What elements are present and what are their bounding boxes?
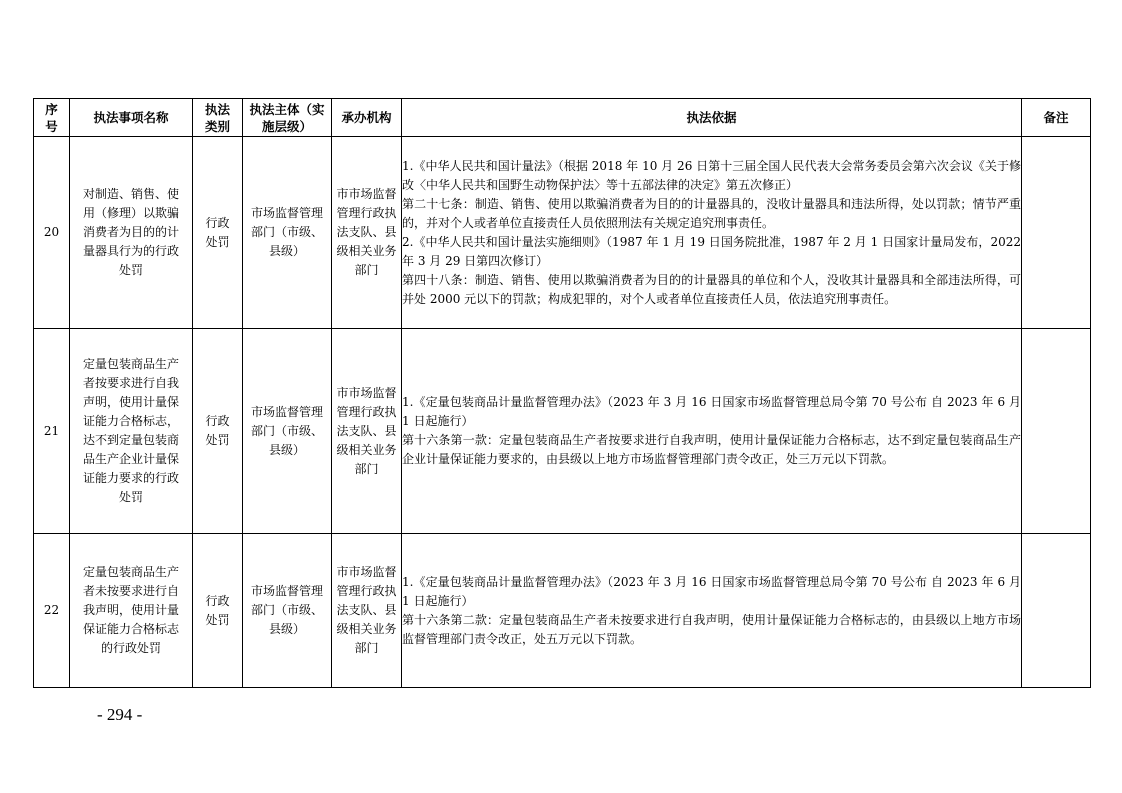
row-basis [402,137,1022,329]
row-agency: 市市场监督管理行政执法支队、县级相关业务部门 [332,137,402,329]
row-subject: 市场监督管理部门（市级、县级） [243,137,332,329]
row-seq: 21 [34,329,70,534]
row-seq: 20 [34,137,70,329]
basis-line: 第四十八条：制造、销售、使用以欺骗消费者为目的的计量器具的单位和个人，没收其计量器具和全部违法所得，可并处 2000 元以下的罚款；构成犯罪的，对个人或者单位直接责任人员，依法追究刑事责任。 [402,272,1021,306]
basis-line: 第二十七条：制造、销售、使用以欺骗消费者为目的的计量器具的，没收计量器具和违法所得，处以罚款；情节严重的，并对个人或者单位直接责任人员依照刑法有关规定追究刑事责任。 [402,196,1021,230]
header-seq: 序号 [34,99,70,137]
row-agency: 市市场监督管理行政执法支队、县级相关业务部门 [332,534,402,688]
header-agency: 承办机构 [332,99,402,137]
basis-line: 第十六条第一款：定量包装商品生产者按要求进行自我声明，使用计量保证能力合格标志，达不到定量包装商品生产企业计量保证能力要求的，由县级以上地方市场监督管理部门责令改正，处三万元以下罚款。 [402,433,1021,466]
row-basis [402,329,1022,534]
header-remarks: 备注 [1022,99,1091,137]
row-item-name: 定量包装商品生产者未按要求进行自我声明，使用计量保证能力合格标志的行政处罚 [70,534,193,688]
header-category: 执法类别 [193,99,243,137]
header-subject: 执法主体（实施层级） [243,99,332,137]
basis-line: 2.《中华人民共和国计量法实施细则》（1987 年 1 月 19 日国务院批准，1987 年 2 月 1 日国家计量局发布，2022 年 3 月 29 日第四次修订） [402,234,1021,268]
basis-line: 1.《定量包装商品计量监督管理办法》（2023 年 3 月 16 日国家市场监督管理总局令第 70 号公布 自 2023 年 6 月 1 日起施行） [402,574,1021,608]
row-basis [402,534,1022,688]
row-category: 行政处罚 [193,137,243,329]
table-row [34,137,1091,329]
row-remarks [1022,534,1091,688]
page-number: - 294 - [97,705,143,724]
row-category: 行政处罚 [193,329,243,534]
row-remarks [1022,137,1091,329]
row-agency: 市市场监督管理行政执法支队、县级相关业务部门 [332,329,402,534]
row-subject: 市场监督管理部门（市级、县级） [243,329,332,534]
row-remarks [1022,329,1091,534]
basis-line: 1.《定量包装商品计量监督管理办法》（2023 年 3 月 16 日国家市场监督管理总局令第 70 号公布 自 2023 年 6 月 1 日起施行） [402,395,1021,428]
row-item-name: 对制造、销售、使用（修理）以欺骗消费者为目的的计量器具行为的行政处罚 [70,137,193,329]
table-header-row [34,99,1091,137]
basis-line: 第十六条第二款：定量包装商品生产者未按要求进行自我声明，使用计量保证能力合格标志的，由县级以上地方市场监督管理部门责令改正，处五万元以下罚款。 [402,612,1021,646]
table-row [34,534,1091,688]
header-item-name: 执法事项名称 [70,99,193,137]
basis-line: 1.《中华人民共和国计量法》（根据 2018 年 10 月 26 日第十三届全国人民代表大会常务委员会第六次会议《关于修改〈中华人民共和国野生动物保护法〉等十五部法律的决定》第五次修正） [402,158,1021,192]
row-item-name: 定量包装商品生产者按要求进行自我声明，使用计量保证能力合格标志，达不到定量包装商品生产企业计量保证能力要求的行政处罚 [70,329,193,534]
row-seq: 22 [34,534,70,688]
row-category: 行政处罚 [193,534,243,688]
table-row [34,329,1091,534]
enforcement-items-table [33,98,1091,688]
header-basis: 执法依据 [402,99,1022,137]
row-subject: 市场监督管理部门（市级、县级） [243,534,332,688]
